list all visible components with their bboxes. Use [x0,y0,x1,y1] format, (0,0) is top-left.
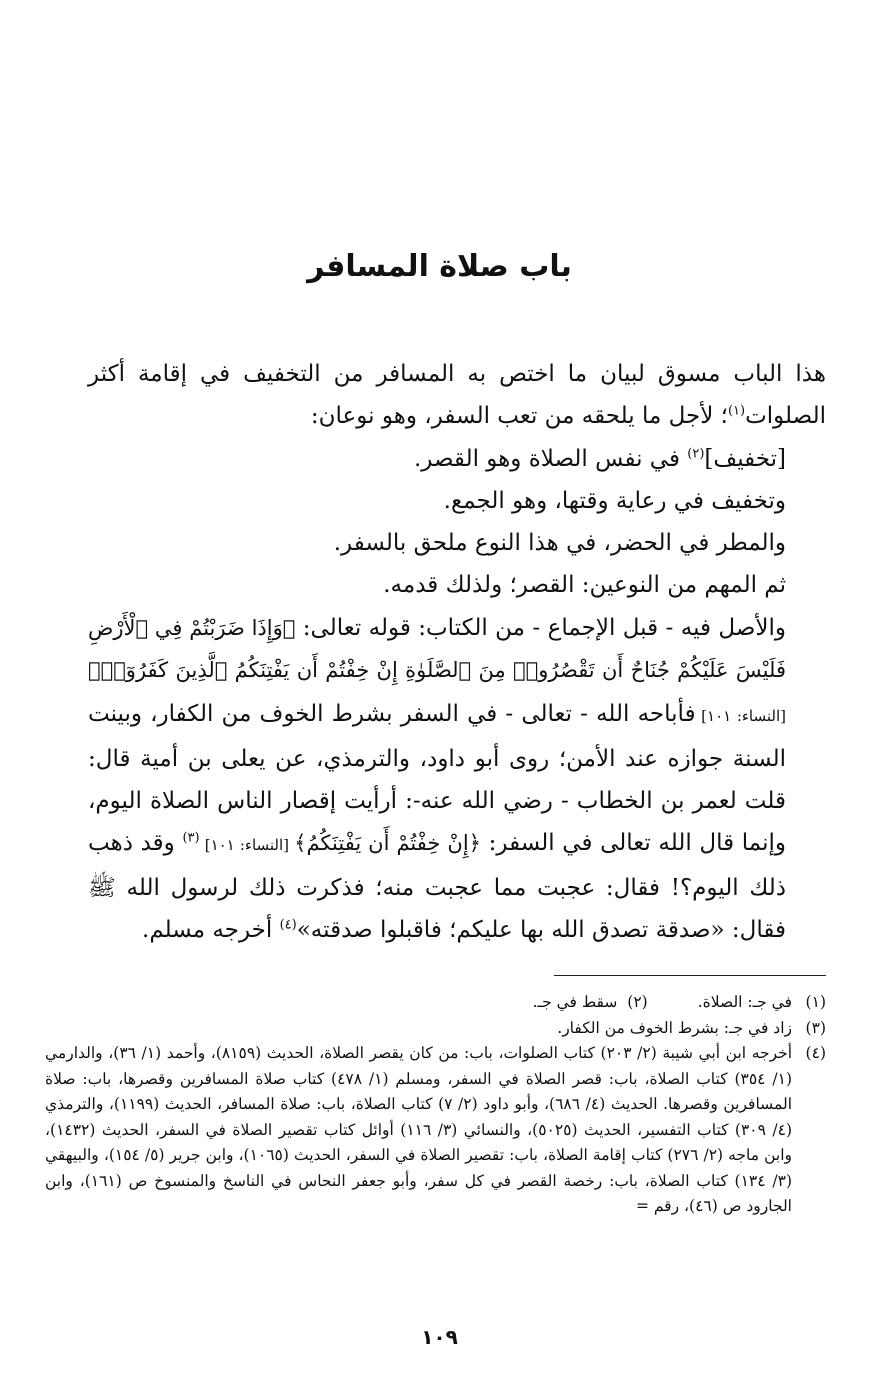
paragraph-2-text-a: [تخفيف] [704,445,786,472]
chapter-title: باب صلاة المسافر [307,249,572,284]
paragraph-2-text-b: في نفس الصلاة وهو القصر. [413,445,688,472]
paragraph-6-text-c: وقد ذهب ذلك اليوم؟! فقال: عجبت مما عجبت منه؛ فذكرت ذلك لرسول الله ﷺ فقال: «صدقة تصدق الله بها عليكم؛ فاقبلوا صدقته» [88,830,786,943]
footnote-text-1: في جـ: الصلاة. [697,993,792,1011]
paragraph-6-text-d: أخرجه مسلم. [142,916,280,943]
footnote-text-3: زاد في جـ: بشرط الخوف من الكفار. [557,1018,792,1037]
footnote-marker-4[interactable]: (٤) [279,917,297,933]
footnote-number-4: (٤) [805,1044,826,1062]
footnote-body-1-2 [45,990,792,1016]
paragraph-1 [88,353,826,438]
paragraph-3: وتخفيف في رعاية وقتها، وهو الجمع. [443,487,786,514]
paragraph-6 [88,607,826,951]
footnote-text-2: سقط في جـ. [532,993,618,1011]
quran-verse-2: ﴿إِنْ خِفْتُمْ أَن يَفْتِنَكُمُ﴾ [294,831,481,856]
paragraph-6-text-a: والأصل فيه - قبل الإجماع - من الكتاب: قوله تعالى: [295,614,786,641]
paragraph-6-text-b: فأباحه الله - تعالى - في السفر بشرط الخوف من الكفار، وبينت السنة جوازه عند الأمن؛ روى أبو داود، والترمذي، عن يعلى بن أمية قال: قلت لعمر بن الخطاب - رضي الله عنه-: أرأيت إقصار الناس الصلاة اليوم، وإنما قال الله تعالى في السفر: [88,701,787,857]
footnote-marker-1[interactable]: (١) [727,403,746,419]
footnote-row-4 [45,1041,826,1220]
footnote-number-1: (١) [805,993,826,1011]
paragraph-2 [88,438,826,480]
main-text [88,353,826,951]
footnote-number-3: (٣) [805,1018,826,1037]
footnote-divider [554,975,826,976]
quran-verse-1: ﴿وَإِذَا ضَرَبْتُمْ فِي ٱلْأَرْضِ فَلَيْسَ عَلَيْكُمْ جُنَاحٌ أَن تَقْصُرُوا۟ مِنَ ٱلصَّلَوٰةِ إِنْ خِفْتُمْ أَن يَفْتِنَكُمُ ٱلَّذِينَ كَفَرُوٓا۟﴾ [88,615,786,683]
footnote-number-2: (٢) [627,993,648,1011]
footnote-marker-3[interactable]: (٣) [182,830,200,846]
footnotes [45,990,826,1220]
page-number: ١٠٩ [421,1325,458,1349]
footnote-row-3 [45,1016,826,1042]
paragraph-1-text-b: ؛ لأجل ما يلحقه من تعب السفر، وهو نوعان: [310,403,728,430]
footnote-text-4: أخرجه ابن أبي شيبة (٢/ ٢٠٣) كتاب الصلوات، باب: من كان يقصر الصلاة، الحديث (٨١٥٩)، وأحمد (١/ ٣٦)، والدارمي (١/ ٣٥٤) كتاب الصلاة، باب: قصر الصلاة في السفر، ومسلم (١/ ٤٧٨) كتاب صلاة المسافرين وقصرها، باب: صلاة المسافرين وقصرها. الحديث (٤/ ٦٨٦)، وأبو داود (٢/ ٧) كتاب الصلاة، باب: صلاة المسافر، الحديث (١١٩٩)، والترمذي (٤/ ٣٠٩) كتاب التفسير، الحديث (٥٠٢٥)، والنسائي (٣/ ١١٦) أوائل كتاب تقصير الصلاة في السفر، الحديث (١٤٣٢)، وابن ماجه (٢/ ٢٧٦) كتاب إقامة الصلاة، باب: تقصير الصلاة في السفر، الحديث (١٠٦٥)، وابن جرير (٥/ ١٥٤)، والبيهقي (٣/ ١٣٤) كتاب الصلاة، باب: رخصة القصر في كل سفر، وأبو جعفر النحاس في الناسخ والمنسوخ ص (١٦١)، وابن الجارود ص (٤٦)، رقم = [45,1044,793,1215]
paragraph-1-text-a: هذا الباب مسوق لبيان ما اختص به المسافر من التخفيف في إقامة أكثر الصلوات [88,361,826,430]
footnote-marker-2[interactable]: (٢) [687,445,705,461]
paragraph-5: ثم المهم من النوعين: القصر؛ ولذلك قدمه. [383,572,786,599]
footnote-row-1-2 [45,990,826,1016]
paragraph-4: والمطر في الحضر، في هذا النوع ملحق بالسفر. [333,530,786,557]
verse-reference-1: [النساء: ١٠١] [695,707,786,726]
verse-reference-2: [النساء: ١٠١] [199,836,295,855]
